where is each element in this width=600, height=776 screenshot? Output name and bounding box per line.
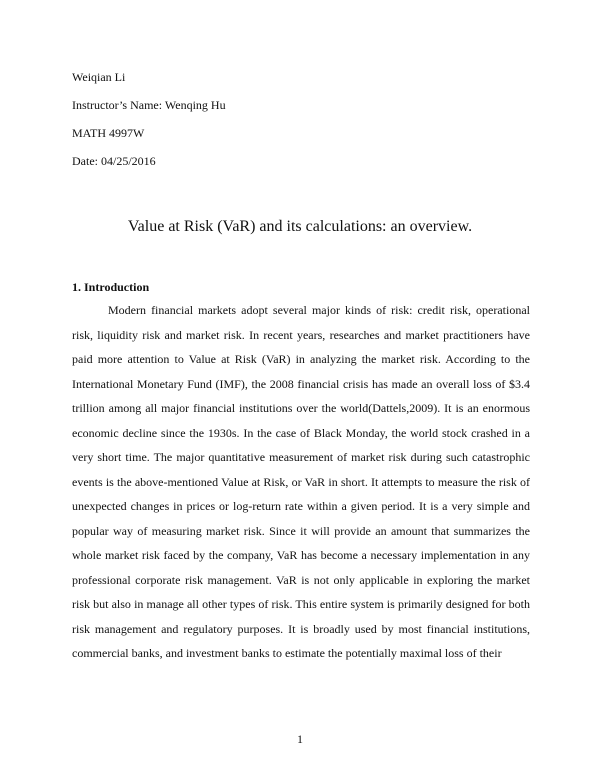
introduction-paragraph: Modern financial markets adopt several major kinds of risk: credit risk, operational risk, liquidity risk and market risk. In recent years, researches and market practitioners have paid more attention to Value at Risk (VaR) in analyzing the market risk. According to the International Monetary Fund (IMF), the 2008 financial crisis has made an overall loss of $3.4 trillion among all major financial institutions over the world(Dattels,2009). It is an enormous economic decline since the 1930s. In the case of Black Monday, the world stock crashed in a very short time. The major quantitative measurement of market risk during such catastrophic events is the above-mentioned Value at Risk, or VaR in short. It attempts to measure the risk of unexpected changes in prices or log-return rate within a given period. It is a very simple and popular way of measuring market risk. Since it will provide an amount that summarizes the whole market risk faced by the company, VaR has become a necessary implementation in any professional corporate risk management. VaR is not only applicable in exploring the market risk but also in manage all other types of risk. This entire system is primarily designed for both risk management and regulatory purposes. It is broadly used by most financial institutions, commercial banks, and investment banks to estimate the potentially maximal loss of their [72, 303, 530, 660]
course-code: MATH 4997W [72, 126, 145, 140]
instructor-name: Instructor’s Name: Wenqing Hu [72, 98, 226, 112]
author-name: Weiqian Li [72, 70, 126, 84]
page-number: 1 [297, 732, 303, 746]
section-heading: 1. Introduction [72, 280, 150, 294]
paper-title: Value at Risk (VaR) and its calculations: an overview. [127, 218, 473, 235]
submission-date: Date: 04/25/2016 [72, 154, 156, 168]
